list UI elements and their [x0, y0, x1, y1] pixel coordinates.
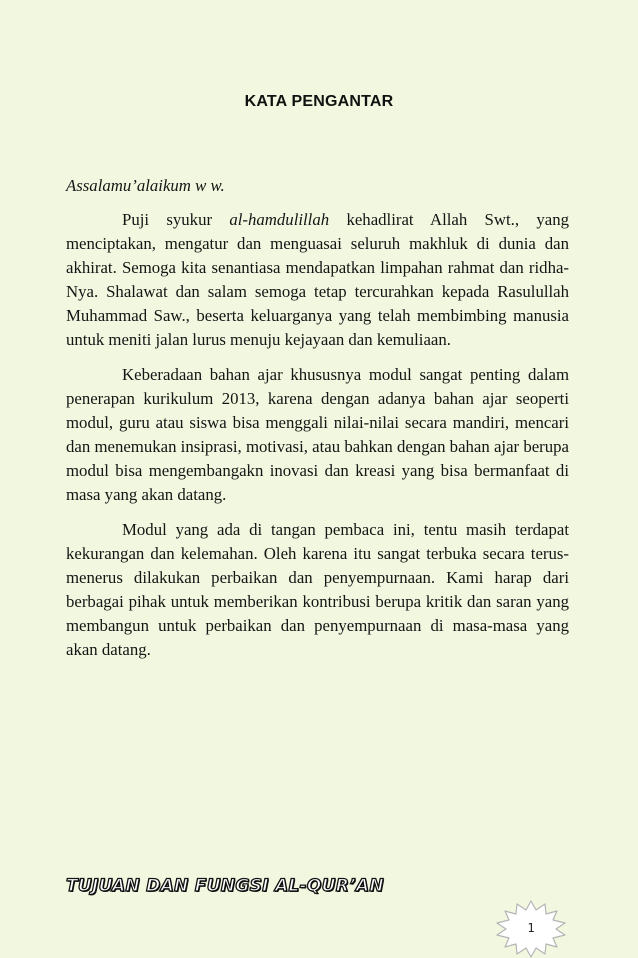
page-title: KATA PENGANTAR [244, 93, 394, 110]
footer-title: TUJUAN DAN FUNGSI AL-QUR’AN [66, 876, 384, 896]
paragraph-3: Modul yang ada di tangan pembaca ini, tentu masih terdapat kekurangan dan kelemahan. Oleh karena itu sangat terbuka secara terus-menerus dilakukan perbaikan dan penyempurnaan. Kami harap dari berbagai pihak untuk memberikan kontribusi berupa kritik dan saran yang membangun untuk perbaikan dan penyempurnaan di masa-masa yang akan datang. [66, 520, 569, 659]
paragraph-1-emphasis: al-hamdulillah [229, 210, 330, 229]
paragraph-1-start: Puji syukur [122, 210, 230, 229]
greeting: Assalamu’alaikum w w. [66, 176, 225, 195]
paragraph-2: Keberadaan bahan ajar khususnya modul sangat penting dalam penerapan kurikulum 2013, karena dengan adanya bahan ajar seoperti modul, guru atau siswa bisa menggali nilai-nilai secara mandiri, mencari dan menemukan insiprasi, motivasi, atau bahkan dengan bahan ajar berupa modul bisa mengembangakn inovasi dan kreasi yang bisa bermanfaat di masa yang akan datang. [66, 365, 569, 504]
paragraph-1 [66, 208, 569, 352]
page-number-badge [495, 900, 567, 958]
page-number: 1 [527, 921, 535, 935]
body-text [66, 174, 569, 673]
paragraph-1-rest: kehadlirat Allah Swt., yang menciptakan, mengatur dan menguasai seluruh makhluk di dunia dan akhirat. Semoga kita senantiasa mendapatkan limpahan rahmat dan ridha-Nya. Shalawat dan salam semoga tetap tercurahkan kepada Rasulullah Muhammad Saw., beserta keluarganya yang telah membimbing manusia untuk meniti jalan lurus menuju kejayaan dan kemuliaan. [66, 210, 569, 349]
